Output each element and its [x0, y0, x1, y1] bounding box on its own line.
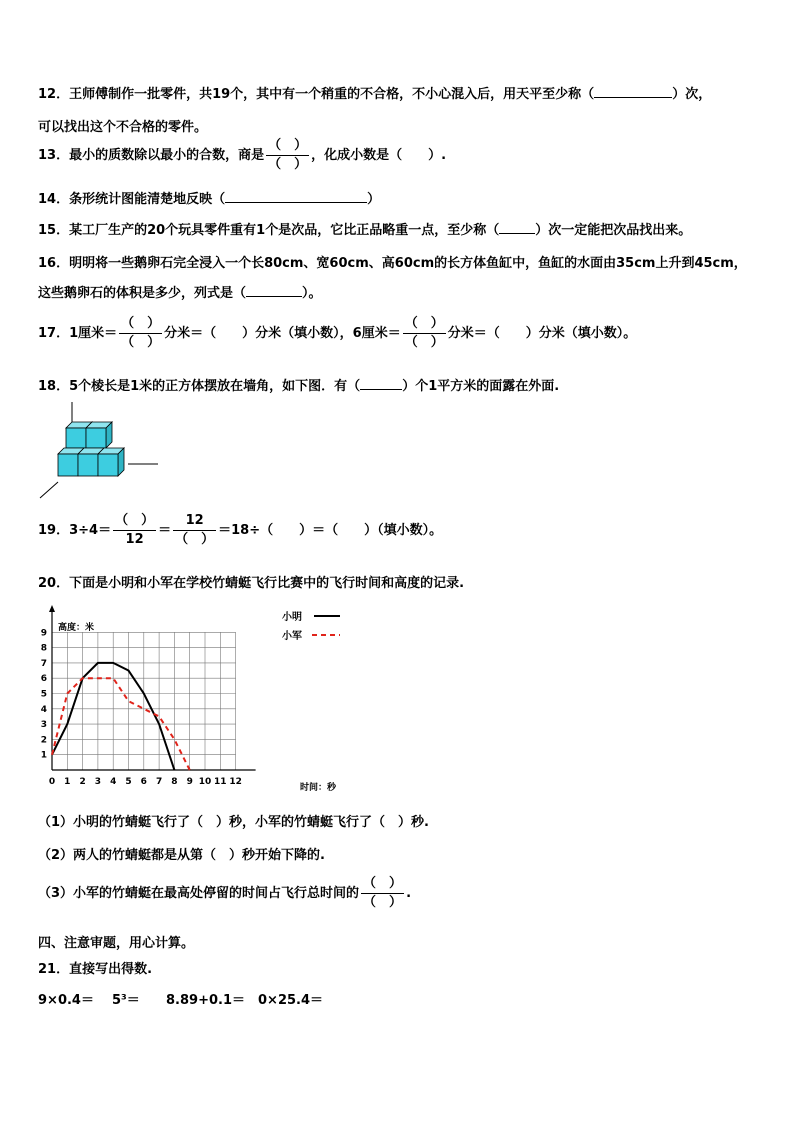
calc-item[interactable]: 8.89+0.1＝	[166, 993, 245, 1008]
q17-text-b: 分米＝（ ）分米（填小数），6厘米＝	[164, 326, 401, 341]
x-tick-label: 0	[48, 777, 56, 787]
cubes-corner-figure	[36, 398, 162, 500]
question-13	[38, 137, 446, 174]
q17-text-a: 17．1厘米＝	[38, 326, 118, 341]
fraction-denominator[interactable]: （ ）	[363, 895, 403, 910]
fraction-denominator: 12	[125, 532, 144, 547]
section-4-heading: 四、注意审题，用心计算。	[38, 936, 195, 951]
q19-text-a: 19．3÷4＝	[38, 523, 112, 538]
fraction-numerator[interactable]: （ ）	[268, 138, 308, 153]
fraction	[113, 512, 156, 549]
y-axis-arrow	[49, 605, 55, 612]
q20-sub3-text-b: .	[406, 886, 412, 901]
y-tick-label: 3	[40, 720, 47, 731]
legend-label-xiaoming: 小明	[282, 612, 302, 623]
x-tick-label: 10	[198, 777, 212, 787]
question-16-line2	[38, 282, 322, 301]
q20-sub3-text-a: （3）小军的竹蜻蜓在最高处停留的时间占飞行总时间的	[38, 886, 360, 901]
q12-text-a: 12．王师傅制作一批零件，共19个，其中有一个稍重的不合格，不小心混入后，用天平至少称（	[38, 87, 595, 102]
answer-blank[interactable]	[594, 85, 672, 98]
fraction-denominator[interactable]: （ ）	[404, 335, 444, 350]
question-12-line2: 可以找出这个不合格的零件。	[38, 120, 208, 135]
question-12-line1	[38, 83, 711, 102]
q13-text-b: ，化成小数是（ ）.	[311, 148, 447, 163]
fraction-numerator[interactable]: （ ）	[115, 513, 155, 528]
x-axis-label: 时间：秒	[300, 783, 337, 793]
q13-text-a: 13．最小的质数除以最小的合数，商是	[38, 148, 265, 163]
fraction	[119, 315, 162, 352]
q16-text-a: 这些鹅卵石的体积是多少，列式是（	[38, 286, 247, 301]
question-18	[38, 375, 559, 394]
chart-series	[52, 663, 190, 770]
question-21-items	[38, 989, 323, 1008]
calc-item[interactable]: 9×0.4＝	[38, 993, 94, 1008]
fraction	[361, 875, 404, 912]
fraction-denominator[interactable]: （ ）	[121, 335, 161, 350]
fraction-numerator[interactable]: （ ）	[404, 316, 444, 331]
q16-text-b: ）。	[302, 286, 322, 301]
q14-text-a: 14．条形统计图能清楚地反映（	[38, 192, 226, 207]
x-tick-label: 3	[94, 777, 102, 787]
answer-blank[interactable]	[360, 377, 402, 390]
question-17	[38, 315, 636, 352]
q12-text-b: ）次，	[672, 87, 712, 102]
x-tick-label: 2	[79, 777, 86, 787]
x-tick-label: 7	[155, 777, 163, 787]
x-tick-label: 4	[110, 777, 117, 787]
x-tick-label: 8	[171, 777, 178, 787]
calc-item[interactable]: 0×25.4＝	[258, 993, 324, 1008]
answer-blank[interactable]	[499, 221, 535, 234]
fraction-numerator[interactable]: （ ）	[363, 876, 403, 891]
question-16-line1: 16．明明将一些鹅卵石完全浸入一个长80cm、宽60cm、高60cm的长方体鱼缸中，鱼缸的水面由35cm上升到45cm，	[38, 256, 747, 271]
y-tick-label: 8	[40, 643, 47, 654]
q18-text-a: 18．5个棱长是1米的正方体摆放在墙角，如下图．有（	[38, 379, 361, 394]
question-20-sub2: （2）两人的竹蜻蜓都是从第（ ）秒开始下降的.	[38, 848, 325, 863]
q15-text-a: 15．某工厂生产的20个玩具零件重有1个是次品，它比正品略重一点，至少称（	[38, 223, 500, 238]
fraction	[173, 512, 216, 549]
chart-grid	[52, 632, 236, 770]
y-tick-label: 2	[40, 735, 47, 746]
question-21-title: 21．直接写出得数.	[38, 962, 153, 977]
y-tick-label: 7	[40, 658, 47, 669]
q18-text-b: ）个1平方米的面露在外面.	[402, 379, 560, 394]
chart-legend	[282, 606, 348, 646]
q17-text-c: 分米＝（ ）分米（填小数）。	[447, 326, 637, 341]
equals-sign: ＝	[158, 523, 172, 538]
question-20-title: 20．下面是小明和小军在学校竹蜻蜓飞行比赛中的飞行时间和高度的记录.	[38, 576, 465, 591]
y-tick-label: 4	[40, 704, 47, 715]
q15-text-b: ）次一定能把次品找出来。	[535, 223, 692, 238]
fraction	[403, 315, 446, 352]
y-tick-label: 6	[40, 674, 47, 685]
calc-item[interactable]: 5³＝	[112, 993, 140, 1008]
x-tick-label: 11	[214, 777, 227, 787]
x-tick-label: 5	[125, 777, 132, 787]
y-tick-label: 9	[40, 628, 47, 639]
y-tick-label: 1	[40, 750, 47, 761]
q14-text-b: ）	[367, 192, 381, 207]
fraction-numerator[interactable]: （ ）	[121, 316, 161, 331]
legend-label-xiaojun: 小军	[282, 631, 302, 642]
answer-blank[interactable]	[225, 190, 367, 203]
question-20-sub3	[38, 875, 411, 912]
q19-text-b: ＝18÷（ ）＝（ ）（填小数）。	[218, 523, 443, 538]
x-tick-label: 6	[140, 777, 147, 787]
question-14	[38, 188, 380, 207]
fraction-denominator[interactable]: （ ）	[268, 157, 308, 172]
question-20-sub1: （1）小明的竹蜻蜓飞行了（ ）秒，小军的竹蜻蜓飞行了（ ）秒.	[38, 815, 429, 830]
question-15	[38, 219, 691, 238]
x-tick-label: 9	[186, 777, 193, 787]
answer-blank[interactable]	[246, 284, 302, 297]
x-tick-label: 12	[229, 777, 242, 787]
y-axis-label: 高度：米	[58, 623, 95, 633]
fraction-denominator[interactable]: （ ）	[175, 532, 215, 547]
question-19	[38, 512, 442, 549]
x-tick-label: 1	[64, 777, 71, 787]
fraction-numerator: 12	[185, 513, 204, 528]
y-tick-label: 5	[40, 689, 47, 700]
fraction	[266, 137, 309, 174]
